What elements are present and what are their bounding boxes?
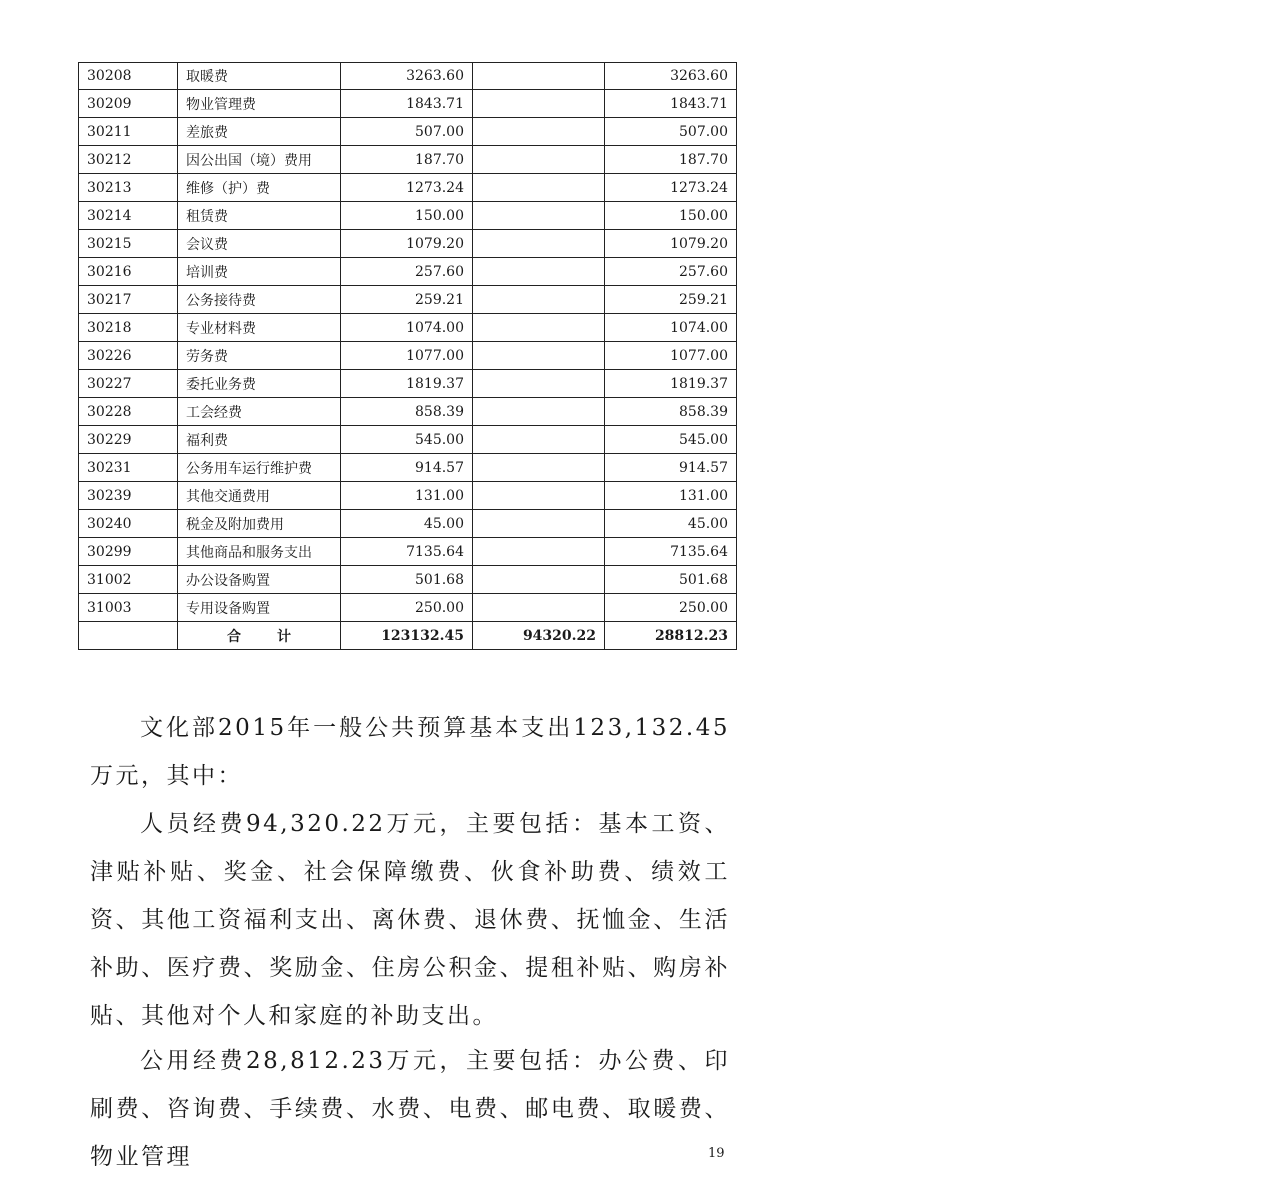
table-row [79,594,737,622]
row-personnel-cell [473,90,605,118]
row-total-cell: 259.21 [341,286,473,314]
row-public-cell: 3263.60 [605,63,737,90]
row-name-cell: 其他商品和服务支出 [178,538,341,566]
table-total-row [79,622,737,650]
row-name-cell: 维修（护）费 [178,174,341,202]
row-public-cell: 1079.20 [605,230,737,258]
row-public-cell: 45.00 [605,510,737,538]
total-sum-cell: 123132.45 [341,622,473,650]
table-row [79,510,737,538]
row-total-cell: 187.70 [341,146,473,174]
table-row [79,258,737,286]
table-row [79,286,737,314]
row-name-cell: 差旅费 [178,118,341,146]
row-total-cell: 250.00 [341,594,473,622]
row-name-cell: 专业材料费 [178,314,341,342]
table-row [79,398,737,426]
row-personnel-cell [473,398,605,426]
row-total-cell: 1819.37 [341,370,473,398]
total-public-cell: 28812.23 [605,622,737,650]
table-row [79,202,737,230]
row-name-cell: 办公设备购置 [178,566,341,594]
row-code-cell: 30214 [79,202,178,230]
row-personnel-cell [473,286,605,314]
budget-table-body [79,63,737,650]
row-total-cell: 3263.60 [341,63,473,90]
row-personnel-cell [473,594,605,622]
row-personnel-cell [473,118,605,146]
row-code-cell: 30215 [79,230,178,258]
row-personnel-cell [473,426,605,454]
page-number: 19 [708,1146,725,1161]
row-personnel-cell [473,63,605,90]
row-code-cell: 30218 [79,314,178,342]
row-public-cell: 501.68 [605,566,737,594]
row-public-cell: 250.00 [605,594,737,622]
row-public-cell: 1843.71 [605,90,737,118]
row-public-cell: 1077.00 [605,342,737,370]
row-code-cell: 30228 [79,398,178,426]
table-row [79,454,737,482]
row-public-cell: 507.00 [605,118,737,146]
table-row [79,482,737,510]
row-name-cell: 工会经费 [178,398,341,426]
row-personnel-cell [473,202,605,230]
row-code-cell: 30299 [79,538,178,566]
row-public-cell: 1074.00 [605,314,737,342]
row-code-cell: 31002 [79,566,178,594]
row-total-cell: 914.57 [341,454,473,482]
row-public-cell: 1273.24 [605,174,737,202]
row-name-cell: 公务用车运行维护费 [178,454,341,482]
row-public-cell: 7135.64 [605,538,737,566]
row-name-cell: 公务接待费 [178,286,341,314]
table-row [79,230,737,258]
row-name-cell: 专用设备购置 [178,594,341,622]
total-label-first: 合 [227,628,241,645]
row-code-cell: 30227 [79,370,178,398]
table-row [79,566,737,594]
row-total-cell: 1273.24 [341,174,473,202]
budget-table [78,62,737,650]
row-personnel-cell [473,342,605,370]
row-personnel-cell [473,454,605,482]
table-row [79,146,737,174]
row-name-cell: 劳务费 [178,342,341,370]
row-name-cell: 其他交通费用 [178,482,341,510]
row-public-cell: 257.60 [605,258,737,286]
row-code-cell: 30212 [79,146,178,174]
table-row [79,118,737,146]
row-total-cell: 1074.00 [341,314,473,342]
row-total-cell: 1077.00 [341,342,473,370]
row-code-cell: 30229 [79,426,178,454]
row-public-cell: 1819.37 [605,370,737,398]
row-public-cell: 259.21 [605,286,737,314]
row-total-cell: 257.60 [341,258,473,286]
row-personnel-cell [473,314,605,342]
row-personnel-cell [473,510,605,538]
table-row [79,314,737,342]
table-row [79,538,737,566]
row-total-cell: 7135.64 [341,538,473,566]
row-name-cell: 物业管理费 [178,90,341,118]
row-code-cell: 30217 [79,286,178,314]
row-personnel-cell [473,258,605,286]
row-name-cell: 委托业务费 [178,370,341,398]
row-code-cell: 30216 [79,258,178,286]
row-code-cell: 30231 [79,454,178,482]
row-public-cell: 131.00 [605,482,737,510]
row-total-cell: 507.00 [341,118,473,146]
table-row [79,370,737,398]
row-code-cell: 30240 [79,510,178,538]
row-total-cell: 858.39 [341,398,473,426]
total-label-cell [178,622,341,650]
paragraph-personnel-expenses: 人员经费94,320.22万元，主要包括：基本工资、津贴补贴、奖金、社会保障缴费、伙食补助费、绩效工资、其他工资福利支出、离休费、退休费、抚恤金、生活补助、医疗费、奖励金、住房公积金、提租补贴、购房补贴、其他对个人和家庭的补助支出。 [90,811,730,1029]
table-row [79,174,737,202]
total-code-cell [79,622,178,650]
row-name-cell: 租赁费 [178,202,341,230]
row-personnel-cell [473,146,605,174]
row-public-cell: 187.70 [605,146,737,174]
row-total-cell: 545.00 [341,426,473,454]
row-personnel-cell [473,482,605,510]
row-personnel-cell [473,538,605,566]
table-row [79,63,737,90]
row-total-cell: 1079.20 [341,230,473,258]
row-code-cell: 30213 [79,174,178,202]
row-public-cell: 545.00 [605,426,737,454]
row-name-cell: 因公出国（境）费用 [178,146,341,174]
row-name-cell: 会议费 [178,230,341,258]
row-code-cell: 30211 [79,118,178,146]
row-name-cell: 取暖费 [178,63,341,90]
row-public-cell: 914.57 [605,454,737,482]
row-total-cell: 150.00 [341,202,473,230]
paragraph-summary: 文化部2015年一般公共预算基本支出123,132.45万元，其中： [90,715,730,789]
row-public-cell: 858.39 [605,398,737,426]
table-row [79,342,737,370]
row-code-cell: 30209 [79,90,178,118]
row-total-cell: 131.00 [341,482,473,510]
total-label-second: 计 [277,628,291,645]
row-personnel-cell [473,174,605,202]
row-code-cell: 30239 [79,482,178,510]
row-code-cell: 30226 [79,342,178,370]
total-personnel-cell: 94320.22 [473,622,605,650]
row-total-cell: 1843.71 [341,90,473,118]
row-total-cell: 45.00 [341,510,473,538]
table-row [79,90,737,118]
row-personnel-cell [473,566,605,594]
row-name-cell: 税金及附加费用 [178,510,341,538]
row-public-cell: 150.00 [605,202,737,230]
row-personnel-cell [473,370,605,398]
row-code-cell: 31003 [79,594,178,622]
row-total-cell: 501.68 [341,566,473,594]
row-name-cell: 福利费 [178,426,341,454]
row-name-cell: 培训费 [178,258,341,286]
paragraph-public-expenses: 公用经费28,812.23万元，主要包括：办公费、印刷费、咨询费、手续费、水费、电费、邮电费、取暖费、物业管理 [90,1048,730,1170]
table-row [79,426,737,454]
row-code-cell: 30208 [79,63,178,90]
row-personnel-cell [473,230,605,258]
